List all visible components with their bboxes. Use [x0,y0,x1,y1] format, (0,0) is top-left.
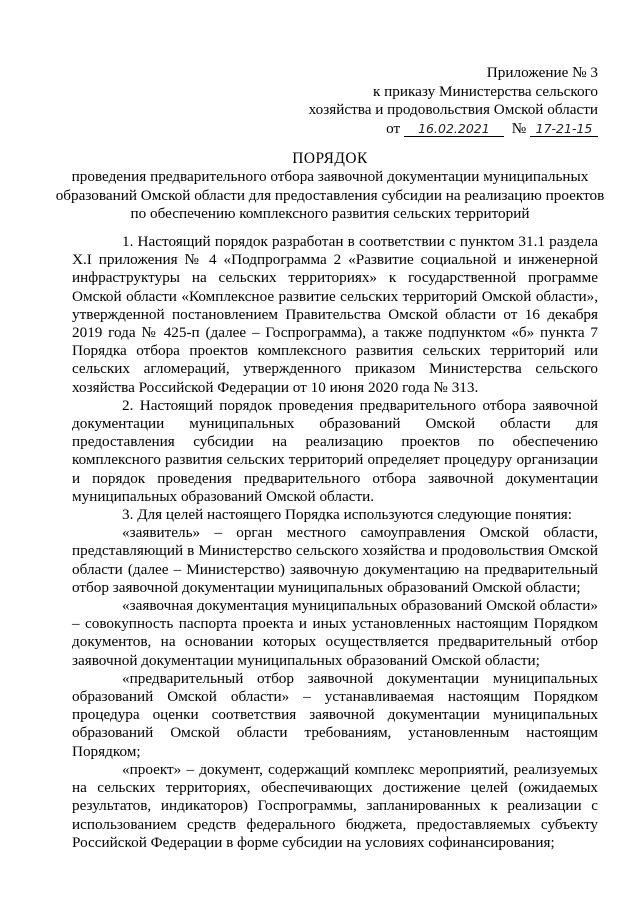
definition-project: «проект» – документ, содержащий комплекс мероприятий, реализуемых на сельских территориях, обеспечивающих достижение целей (ожидаемых результатов, индикаторов) Госпрограммы, запланированных к реализации с использованием средств федерального бюджета, предоставляемых субъекту Российской Федерации в форме субсидии на условиях софинансирования; [72,760,598,851]
paragraph-1: 1. Настоящий порядок разработан в соответствии с пунктом 31.1 раздела X.I приложения № 4 «Подпрограмма 2 «Развитие социальной и инженерной инфраструктуры на сельских территориях» к государственной программе Омской области «Комплексное развитие сельских территорий Омской области», утвержденной постановлением Правительства Омской области от 16 декабря 2019 года № 425-п (далее – Госпрограмма), а также подпунктом «б» пункта 7 Порядка отбора проектов комплексного развития сельских территорий или сельских агломераций, утвержденного приказом Министерства сельского хозяйства Российской Федерации от 10 июня 2020 года № 313. [72,233,598,396]
appendix-header [309,64,598,138]
number-prefix: № [511,119,527,137]
handwritten-number: 17-21-15 [530,122,598,137]
definition-applicant: «заявитель» – орган местного самоуправления Омской области, представляющий в Министерство сельского хозяйства и продовольствия Омской области (далее – Министерство) заявочную документацию на предварительный отбор заявочной документации муниципальных образований Омской области; [72,524,598,596]
paragraph-3: 3. Для целей настоящего Порядка используются следующие понятия: [122,506,572,524]
definition-documentation: «заявочная документация муниципальных образований Омской области» – совокупность паспорта проекта и иных установленных настоящим Порядком документов, на основании которых осуществляется предварительный отбор заявочной документации муниципальных образований Омской области; [72,597,598,669]
document-title: ПОРЯДОК [292,150,368,167]
appendix-date-line [309,120,598,139]
paragraph-2: 2. Настоящий порядок проведения предварительного отбора заявочной документации муниципальных образований Омской области для предоставления субсидии на реализацию проектов по обеспечению комплексного развития сельских территорий определяет процедуру организации и порядок проведения предварительного отбора заявочной документации муниципальных образований Омской области. [72,396,598,505]
appendix-number: Приложение № 3 [486,64,598,81]
document-body [72,233,598,852]
document-title-block [50,150,610,223]
handwritten-date: 16.02.2021 [404,122,504,137]
definition-preselection: «предварительный отбор заявочной документации муниципальных образований Омской области» – устанавливаемая настоящим Порядком процедура оценки соответствия заявочной документации муниципальных образований Омской области требованиям, установленным настоящим Порядком; [72,669,598,760]
appendix-ministry: хозяйства и продовольствия Омской области [308,101,598,118]
document-subtitle: проведения предварительного отбора заявочной документации муниципальных образований Омской области для предоставления субсидии на реализацию проектов по обеспечению комплексного развития сельских территорий [55,168,605,222]
date-prefix: от [386,119,401,137]
appendix-order-ref: к приказу Министерства сельского [372,82,598,100]
